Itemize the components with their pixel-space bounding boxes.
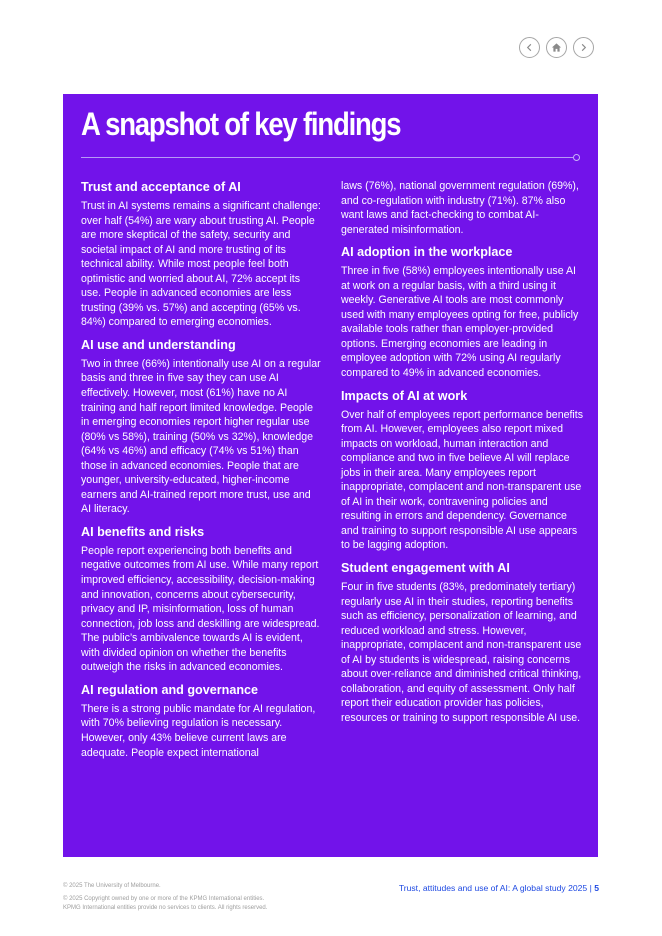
chevron-left-icon [525, 43, 534, 52]
next-page-button[interactable] [573, 37, 594, 58]
previous-page-button[interactable] [519, 37, 540, 58]
section-heading: AI adoption in the workplace [341, 245, 513, 260]
chevron-right-icon [579, 43, 588, 52]
section-trust-and-acceptance-of-ai [81, 179, 321, 330]
section-paragraph: Three in five (58%) employees intentionally use AI at work on a regular basis, with a third using it weekly. Generative AI tools are most commonly used with many employees opting for free, publicly available tools rather than employer-provided options. Emerging economies are leading in employee adoption with 72% using AI regularly compared to 49% in advanced economies. [341, 265, 579, 380]
copyright-line: © 2025 Copyright owned by one or more of the KPMG International entities. [63, 896, 265, 902]
section-continued [341, 179, 583, 237]
section-paragraph: Four in five students (83%, predominately tertiary) regularly use AI in their studies, reporting benefits such as efficiency, personalization of learning, and reduced workload and stress. However, inappropriate, complacent and non-transparent use of AI by students is widespread, raising concerns about over-reliance and diminished critical thinking, collaboration, and equity of assessment. Only half report their education provider has policies, resources or training to support responsible AI use. [341, 581, 582, 724]
section-heading: Student engagement with AI [341, 561, 510, 576]
section-heading: AI benefits and risks [81, 524, 205, 539]
right-column [341, 179, 583, 733]
section-paragraph: People report experiencing both benefits and negative outcomes from AI use. While many report improved efficiency, accessibility, decision-making and innovation, concerns about cybersecurity, privacy and IP, misinformation, loss of human connection, job loss and deskilling are widespread. The public’s ambivalence towards AI is evident, with divided opinion on whether the benefits outweigh the risks in advanced economies. [81, 544, 320, 674]
key-findings-panel [63, 94, 598, 857]
home-button[interactable] [546, 37, 567, 58]
footer-study-reference [399, 883, 599, 893]
section-paragraph: There is a strong public mandate for AI regulation, with 70% believing regulation is necessary. However, only 43% believe current laws are adequate. People expect international [81, 702, 316, 759]
section-ai-use-and-understanding [81, 337, 321, 517]
section-student-engagement-with-ai [341, 560, 583, 725]
title-divider [81, 157, 573, 158]
divider-end-dot [573, 154, 580, 161]
page-navigation [519, 37, 594, 58]
left-column [81, 179, 321, 767]
page-number: 5 [594, 883, 599, 893]
section-heading: Trust and acceptance of AI [81, 180, 241, 194]
section-heading: AI regulation and governance [81, 682, 259, 697]
section-heading: Impacts of AI at work [341, 388, 468, 403]
section-impacts-of-ai-at-work [341, 388, 583, 553]
home-icon [551, 42, 562, 53]
section-ai-adoption-in-the-workplace [341, 244, 583, 380]
section-paragraph: Two in three (66%) intentionally use AI on a regular basis and three in five say they can use AI effectively. However, most (61%) have no AI training and half report limited knowledge. People in emerging economies report higher regular use (80% vs 58%), training (50% vs 32%), knowledge (64% vs 46%) and efficacy (74% vs 51%) than those in advanced economies. People that are younger, university-educated, higher-income earners and AI-trained report more trust, use and AI literacy. [81, 357, 321, 516]
page-title: A snapshot of key findings [81, 106, 401, 142]
section-paragraph: laws (76%), national government regulation (69%), and co-regulation with industry (71%). 87% also want laws and fact-checking to combat AI-generated misinformation. [341, 180, 579, 236]
footer-separator: | [587, 883, 595, 893]
section-ai-regulation-and-governance [81, 682, 321, 760]
section-ai-benefits-and-risks [81, 524, 321, 675]
section-heading: AI use and understanding [81, 337, 236, 352]
copyright-line: KPMG International entities provide no services to clients. All rights reserved. [63, 905, 268, 911]
footer-copyright [63, 882, 267, 913]
section-paragraph: Over half of employees report performance benefits from AI. However, employees also report mixed impacts on workload, human interaction and compliance and two in five believe AI will replace jobs in their area. Many employees report inappropriate, complacent and non-transparent use of AI in their work, contravening policies and resulting in errors and dependency. Governance and training to support responsible AI use appears to be lagging adoption. [341, 408, 584, 552]
section-paragraph: Trust in AI systems remains a significant challenge: over half (54%) are wary about trusting AI. People are more skeptical of the safety, security and societal impact of AI and more trusting of its technical ability. While most people feel both optimistic and worried about AI, 72% accept its use. People in advanced economies are less trusting (39% vs. 57%) and accepting (65% vs. 84%) compared to emerging economies. [81, 200, 321, 329]
study-title: Trust, attitudes and use of AI: A global study 2025 [398, 883, 588, 893]
copyright-line: © 2025 The University of Melbourne. [63, 883, 161, 889]
